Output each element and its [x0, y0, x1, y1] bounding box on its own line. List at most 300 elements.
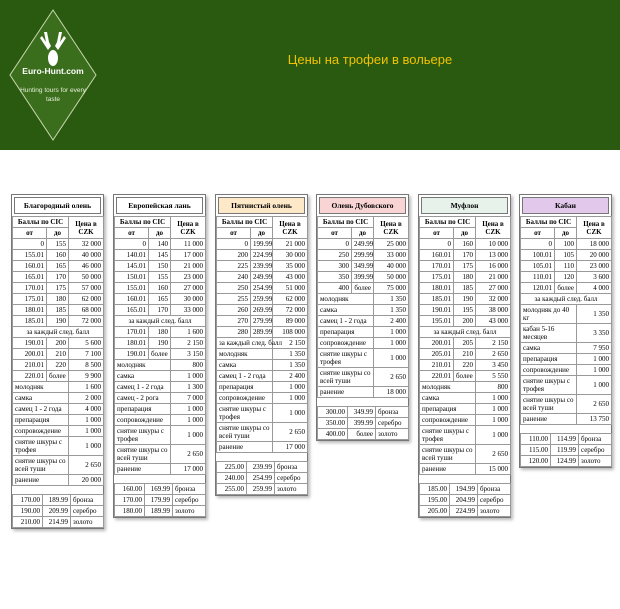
range-from: 0	[420, 239, 454, 250]
species-title: Муфлон	[421, 197, 508, 214]
range-from: 170.01	[115, 327, 149, 338]
range-to: более	[555, 283, 577, 294]
medal-name: серебро	[478, 495, 511, 506]
service-price: 1 000	[171, 371, 206, 382]
range-to: 200	[454, 316, 476, 327]
extra-row	[13, 349, 104, 360]
range-price: 17 000	[171, 250, 206, 261]
range-price: 13 000	[476, 250, 511, 261]
range-to: 155	[149, 272, 171, 283]
service-row	[13, 426, 104, 437]
service-row	[521, 395, 612, 414]
range-to: 289.99	[251, 327, 273, 338]
from-header: от	[13, 228, 47, 239]
medal-from: 180.00	[115, 506, 145, 517]
medal-row	[217, 484, 308, 495]
price-table	[113, 194, 206, 518]
price-header: Цена в CZK	[374, 217, 409, 239]
each-point-row	[521, 294, 612, 305]
range-from: 170.01	[13, 283, 47, 294]
range-to: 180	[47, 294, 69, 305]
service-row	[115, 415, 206, 426]
page-title: Цены на трофеи в вольере	[287, 52, 453, 67]
service-label: препарация	[318, 327, 374, 338]
service-label: самец 1 - 2 года	[217, 371, 273, 382]
service-price: 7 950	[577, 343, 612, 354]
medal-grid	[12, 494, 104, 528]
range-row	[217, 316, 308, 327]
range-price: 62 000	[273, 294, 308, 305]
range-from: 0	[115, 239, 149, 250]
range-row	[13, 316, 104, 327]
service-label: самец 1 - 2 года	[115, 382, 171, 393]
over-row	[115, 349, 206, 360]
service-price: 1 600	[69, 382, 104, 393]
medal-name: бронза	[275, 462, 308, 473]
range-from: 180.01	[115, 338, 149, 349]
service-price: 2 400	[374, 316, 409, 327]
service-row	[217, 371, 308, 382]
service-row	[13, 404, 104, 415]
range-row	[420, 305, 511, 316]
header-row	[318, 217, 409, 228]
range-to: 190	[454, 294, 476, 305]
price-table	[418, 194, 511, 518]
price-table	[316, 194, 409, 441]
to-header: до	[251, 228, 273, 239]
range-row	[420, 261, 511, 272]
range-price: 40 000	[374, 261, 409, 272]
medal-to: 169.99	[145, 484, 173, 495]
service-row	[420, 426, 511, 445]
service-price: 1 000	[273, 382, 308, 393]
medal-from: 195.00	[420, 495, 450, 506]
range-row	[318, 239, 409, 250]
range-from: 160.01	[420, 250, 454, 261]
service-label: молодняк	[13, 382, 69, 393]
medal-from: 300.00	[318, 407, 348, 418]
range-price: 50 000	[69, 272, 104, 283]
range-row	[420, 250, 511, 261]
range-from: 120.01	[521, 283, 555, 294]
range-row	[13, 283, 104, 294]
range-row	[217, 294, 308, 305]
medal-row	[521, 445, 612, 456]
medal-row	[420, 495, 511, 506]
range-row	[318, 250, 409, 261]
species-title: Пятнистый олень	[218, 197, 305, 214]
range-price: 21 000	[171, 261, 206, 272]
service-row	[115, 382, 206, 393]
service-price: 7 000	[171, 393, 206, 404]
service-price: 1 000	[577, 365, 612, 376]
range-from: 190.01	[13, 338, 47, 349]
service-row	[217, 404, 308, 423]
medal-to: 259.99	[247, 484, 275, 495]
each-point-row	[115, 316, 206, 327]
range-to: 160	[454, 239, 476, 250]
range-row	[13, 250, 104, 261]
service-price: 20 000	[69, 475, 104, 486]
service-row	[521, 305, 612, 324]
range-from: 175.01	[420, 272, 454, 283]
range-from: 0	[13, 239, 47, 250]
service-price: 15 000	[476, 464, 511, 475]
range-to: 200	[47, 338, 69, 349]
range-to: 170	[149, 305, 171, 316]
medal-name: бронза	[376, 407, 409, 418]
over-from: 220.01	[420, 371, 454, 382]
service-price: 2 650	[273, 423, 308, 442]
medal-row	[420, 506, 511, 517]
service-row	[115, 371, 206, 382]
medal-to: 214.99	[43, 517, 71, 528]
each-point-label: за каждый след. балл	[115, 316, 206, 327]
service-price: 2 650	[171, 445, 206, 464]
service-price: 1 000	[374, 338, 409, 349]
range-to: 140	[149, 239, 171, 250]
range-price: 27 000	[171, 283, 206, 294]
range-from: 210.01	[13, 360, 47, 371]
points-header: Баллы по CIC	[318, 217, 374, 228]
range-from: 165.01	[13, 272, 47, 283]
service-label: самка	[521, 343, 577, 354]
service-row	[318, 327, 409, 338]
medal-from: 160.00	[115, 484, 145, 495]
service-price: 17 000	[171, 464, 206, 475]
service-price: 1 000	[171, 415, 206, 426]
medal-to: 189.99	[145, 506, 173, 517]
range-price: 35 000	[273, 261, 308, 272]
range-row	[318, 261, 409, 272]
over-label: более	[454, 371, 476, 382]
service-label: ранение	[217, 442, 273, 453]
service-row	[115, 426, 206, 445]
service-price: 1 000	[577, 354, 612, 365]
extra-row	[115, 327, 206, 338]
service-price: 1 000	[476, 393, 511, 404]
price-grid	[12, 216, 104, 486]
medal-name: серебро	[376, 418, 409, 429]
range-to: 100	[555, 239, 577, 250]
over-label: более	[47, 371, 69, 382]
range-row	[115, 272, 206, 283]
medal-row	[318, 429, 409, 440]
medal-from: 110.00	[521, 434, 551, 445]
service-label: ранение	[521, 414, 577, 425]
range-row	[217, 261, 308, 272]
medal-row	[420, 484, 511, 495]
medal-grid	[317, 406, 409, 440]
service-price: 2 650	[577, 395, 612, 414]
range-row	[115, 283, 206, 294]
range-price: 30 000	[273, 250, 308, 261]
medal-grid	[419, 483, 511, 517]
range-row	[318, 283, 409, 294]
service-price: 17 000	[273, 442, 308, 453]
range-from: 0	[318, 239, 352, 250]
range-to: 249.99	[352, 239, 374, 250]
range-price: 20 000	[577, 250, 612, 261]
service-row	[13, 415, 104, 426]
medal-to: 209.99	[43, 506, 71, 517]
service-price: 2 650	[476, 445, 511, 464]
service-label: препарация	[115, 404, 171, 415]
medal-from: 115.00	[521, 445, 551, 456]
range-row	[217, 272, 308, 283]
range-from: 185.01	[13, 316, 47, 327]
over-price: 3 150	[171, 349, 206, 360]
service-label: снятие шкуры с трофея	[115, 426, 171, 445]
price-header: Цена в CZK	[476, 217, 511, 239]
range-to: 180	[454, 272, 476, 283]
service-row	[115, 404, 206, 415]
range-price: 16 000	[476, 261, 511, 272]
range-from: 200	[217, 250, 251, 261]
over-row	[420, 371, 511, 382]
service-row	[521, 414, 612, 425]
medal-row	[217, 473, 308, 484]
medal-grid	[114, 483, 206, 517]
range-to: 180	[149, 327, 171, 338]
price-header: Цена в CZK	[69, 217, 104, 239]
medal-from: 255.00	[217, 484, 247, 495]
medal-to: 114.99	[551, 434, 579, 445]
range-from: 210.01	[420, 360, 454, 371]
service-label: молодняк	[318, 294, 374, 305]
service-row	[115, 445, 206, 464]
service-label: самка	[318, 305, 374, 316]
service-row	[217, 349, 308, 360]
price-grid	[216, 216, 308, 453]
each-point-label: за каждый след. балл	[13, 327, 104, 338]
range-price: 51 000	[273, 283, 308, 294]
medal-to: 189.99	[43, 495, 71, 506]
service-label: снятие шкуры со всей туши	[521, 395, 577, 414]
medal-name: серебро	[275, 473, 308, 484]
medal-row	[521, 456, 612, 467]
service-row	[217, 393, 308, 404]
range-to: 160	[149, 283, 171, 294]
service-row	[13, 382, 104, 393]
price-header: Цена в CZK	[577, 217, 612, 239]
range-price: 50 000	[374, 272, 409, 283]
range-from: 185.01	[420, 294, 454, 305]
medal-to: 124.99	[551, 456, 579, 467]
range-from: 250	[318, 250, 352, 261]
range-row	[13, 294, 104, 305]
medal-row	[115, 495, 206, 506]
to-header: до	[47, 228, 69, 239]
range-row	[420, 272, 511, 283]
service-price: 2 650	[69, 456, 104, 475]
range-to: 175	[454, 261, 476, 272]
range-from: 250	[217, 283, 251, 294]
species-title: Олень Дубовского	[319, 197, 406, 214]
site-header	[0, 0, 620, 150]
service-price: 1 000	[374, 349, 409, 368]
medal-from: 210.00	[13, 517, 43, 528]
each-point-label: за каждый след. балл	[521, 294, 612, 305]
from-header: от	[115, 228, 149, 239]
range-price: 75 000	[374, 283, 409, 294]
service-label: снятие шкуры с трофея	[318, 349, 374, 368]
range-from: 180.01	[420, 283, 454, 294]
range-row	[521, 283, 612, 294]
service-row	[521, 343, 612, 354]
medal-name: золото	[173, 506, 206, 517]
to-header: до	[352, 228, 374, 239]
range-price: 4 000	[577, 283, 612, 294]
medal-to: 254.99	[247, 473, 275, 484]
range-to: 195	[454, 305, 476, 316]
range-to: 269.99	[251, 305, 273, 316]
range-to: 190	[149, 338, 171, 349]
service-price: 1 000	[273, 393, 308, 404]
service-label: ранение	[115, 464, 171, 475]
price-grid	[114, 216, 206, 475]
species-title: Кабан	[522, 197, 609, 214]
service-row	[521, 365, 612, 376]
range-price: 30 000	[171, 294, 206, 305]
service-label: самка	[13, 393, 69, 404]
service-row	[521, 324, 612, 343]
service-price: 800	[171, 360, 206, 371]
range-price: 5 600	[69, 338, 104, 349]
range-from: 140.01	[115, 250, 149, 261]
range-to: 249.99	[251, 272, 273, 283]
header-row	[115, 217, 206, 228]
medal-from: 240.00	[217, 473, 247, 484]
over-row	[13, 371, 104, 382]
range-price: 32 000	[69, 239, 104, 250]
medal-name: бронза	[71, 495, 104, 506]
from-header: от	[420, 228, 454, 239]
medal-row	[13, 517, 104, 528]
range-row	[420, 294, 511, 305]
range-price: 8 500	[69, 360, 104, 371]
service-label: самка	[115, 371, 171, 382]
medal-from: 400.00	[318, 429, 348, 440]
range-price: 7 100	[69, 349, 104, 360]
range-row	[115, 239, 206, 250]
range-price: 23 000	[171, 272, 206, 283]
header-row	[420, 217, 511, 228]
service-label: препарация	[13, 415, 69, 426]
each-point-row	[420, 327, 511, 338]
service-row	[318, 294, 409, 305]
service-price: 1 000	[577, 376, 612, 395]
medal-from: 170.00	[13, 495, 43, 506]
service-price: 2 000	[69, 393, 104, 404]
medal-to: более	[348, 429, 376, 440]
range-row	[420, 316, 511, 327]
range-row	[420, 239, 511, 250]
service-label: самец 1 - 2 года	[318, 316, 374, 327]
service-price: 1 000	[69, 437, 104, 456]
price-table	[519, 194, 612, 468]
each-point-row	[217, 338, 308, 349]
range-from: 225	[217, 261, 251, 272]
service-label: снятие шкуры со всей туши	[217, 423, 273, 442]
range-row	[115, 250, 206, 261]
range-row	[115, 261, 206, 272]
service-price: 1 000	[476, 404, 511, 415]
over-price: 5 550	[476, 371, 511, 382]
service-row	[13, 456, 104, 475]
service-label: снятие шкуры со всей туши	[318, 368, 374, 387]
service-label: препарация	[217, 382, 273, 393]
service-row	[318, 338, 409, 349]
range-from: 180.01	[13, 305, 47, 316]
service-row	[420, 415, 511, 426]
service-row	[115, 464, 206, 475]
extra-row	[115, 338, 206, 349]
range-price: 25 000	[374, 239, 409, 250]
service-label: снятие шкуры с трофея	[521, 376, 577, 395]
price-header: Цена в CZK	[273, 217, 308, 239]
medal-name: бронза	[478, 484, 511, 495]
medal-from: 120.00	[521, 456, 551, 467]
range-from: 175.01	[13, 294, 47, 305]
price-grid	[419, 216, 511, 475]
service-label: ранение	[420, 464, 476, 475]
service-label: самец - 2 рога	[115, 393, 171, 404]
range-row	[521, 239, 612, 250]
from-header: от	[318, 228, 352, 239]
service-label: сопровождение	[115, 415, 171, 426]
range-row	[318, 272, 409, 283]
range-from: 200.01	[420, 338, 454, 349]
service-price: 1 000	[69, 426, 104, 437]
range-from: 205.01	[420, 349, 454, 360]
points-header: Баллы по CIC	[13, 217, 69, 228]
service-label: сопровождение	[521, 365, 577, 376]
range-price: 27 000	[476, 283, 511, 294]
medal-grid	[216, 461, 308, 495]
range-price: 11 000	[171, 239, 206, 250]
range-from: 260	[217, 305, 251, 316]
range-from: 145.01	[115, 261, 149, 272]
range-price: 89 000	[273, 316, 308, 327]
range-price: 10 000	[476, 239, 511, 250]
service-row	[521, 354, 612, 365]
range-from: 155.01	[13, 250, 47, 261]
over-label: более	[149, 349, 171, 360]
range-to: 279.99	[251, 316, 273, 327]
medal-from: 225.00	[217, 462, 247, 473]
logo-tagline: Hunting tours for every taste	[20, 87, 86, 103]
medal-row	[521, 434, 612, 445]
medal-name: золото	[579, 456, 612, 467]
range-row	[217, 305, 308, 316]
service-label: снятие шкуры с трофея	[217, 404, 273, 423]
range-to: 170	[47, 272, 69, 283]
service-label: препарация	[420, 404, 476, 415]
range-price: 72 000	[69, 316, 104, 327]
range-to: 299.99	[352, 250, 374, 261]
extra-row	[13, 360, 104, 371]
service-price: 1 350	[577, 305, 612, 324]
range-from: 110.01	[521, 272, 555, 283]
service-row	[420, 445, 511, 464]
extra-row	[420, 360, 511, 371]
range-from: 160.01	[13, 261, 47, 272]
range-to: 205	[454, 338, 476, 349]
range-row	[13, 305, 104, 316]
service-row	[420, 404, 511, 415]
range-row	[217, 239, 308, 250]
